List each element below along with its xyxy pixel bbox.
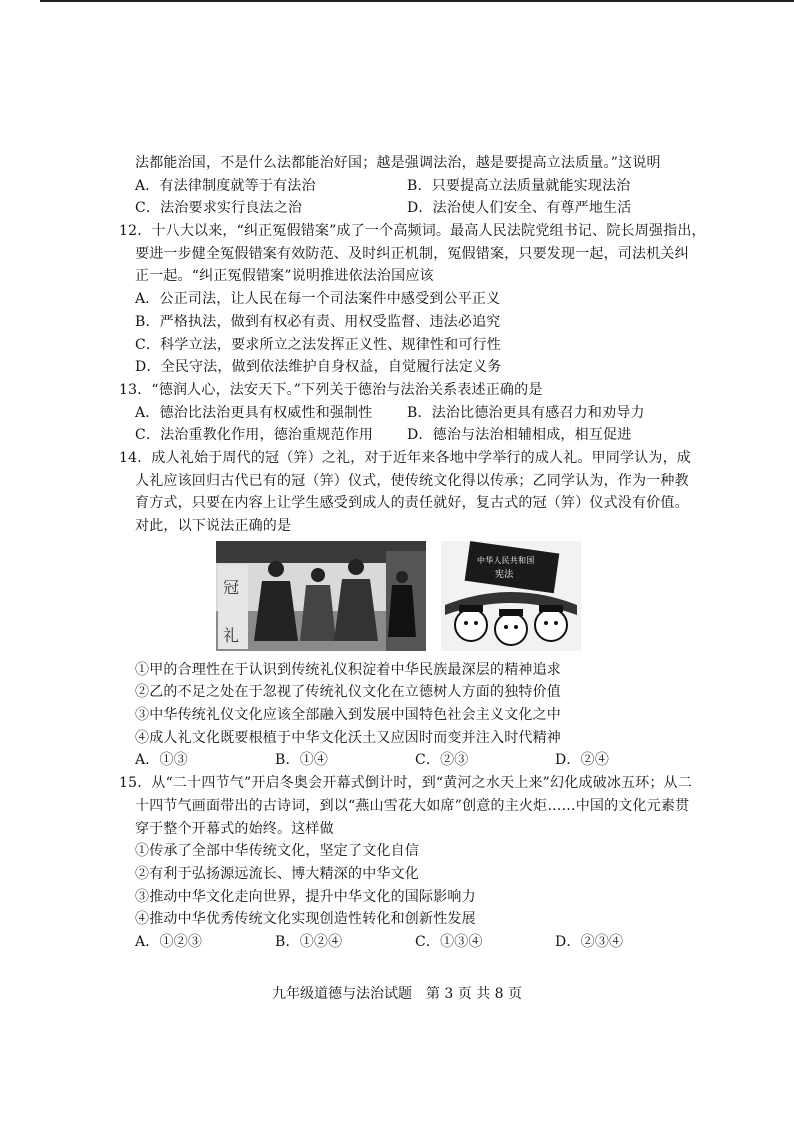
- q14-statement-4: ④成人礼文化既要根植于中华文化沃土又应因时而变并注入时代精神: [135, 729, 561, 746]
- q11-options-row-1: [119, 175, 679, 198]
- q15-statement-2: ②有利于弘扬源远流长、博大精深的中华文化: [135, 865, 419, 882]
- q11-option-c: C．法治要求实行良法之治: [135, 200, 303, 217]
- page-footer: 九年级道德与法治试题 第 3 页 共 8 页: [271, 986, 523, 1002]
- q15-option-d: D．②③④: [555, 933, 624, 950]
- fig2-banner-1: 中华人民共和国: [477, 555, 535, 565]
- q15-statement-4: ④推动中华优秀传统文化实现创造性转化和创新性发展: [135, 911, 476, 928]
- fig2-banner-2: 宪法: [495, 569, 514, 580]
- q12-stem-line: 要进一步健全冤假错案有效防范、及时纠正机制，冤假错案，只要发现一起，司法机关纠: [135, 245, 689, 262]
- q14-option-d: D．②④: [555, 752, 610, 769]
- q14-figures: [119, 541, 679, 653]
- q12-option-a: A．公正司法，让人民在每一个司法案件中感受到公平正义: [135, 291, 501, 308]
- q14-option-c: C．②③: [415, 752, 469, 769]
- q11-option-d: D．法治使人们安全、有尊严地生活: [407, 200, 632, 217]
- q11-option-a: A．有法律制度就等于有法治: [135, 177, 316, 194]
- q14-statement-2: ②乙的不足之处在于忽视了传统礼仪文化在立德树人方面的独特价值: [135, 684, 561, 701]
- q13-stem: 13．“德润人心，法安天下。”下列关于德治与法治关系表述正确的是: [119, 381, 543, 398]
- q15-statement-3: ③推动中华文化走向世界，提升中华文化的国际影响力: [135, 888, 476, 905]
- exam-page-body: [119, 152, 706, 954]
- q13-options-row-2: [119, 424, 679, 447]
- q13-options-row-1: [119, 402, 679, 425]
- q14-statement-3: ③中华传统礼仪文化应该全部融入到发展中国特色社会主义文化之中: [135, 707, 561, 724]
- q13-option-d: D．德治与法治相辅相成，相互促进: [407, 427, 632, 444]
- coming-of-age-ceremony-illustration: [216, 541, 426, 651]
- q12-option-d: D．全民守法，做到依法维护自身权益，自觉履行法定义务: [135, 359, 502, 376]
- q11-options-row-2: [119, 197, 679, 220]
- q15-stem-line: 15．从“二十四节气”开启冬奥会开幕式倒计时，到“黄河之水天上来”幻化成破冰五环；从二: [119, 775, 693, 792]
- q13-option-b: B．法治比德治更具有感召力和劝导力: [407, 404, 645, 421]
- constitution-cartoon-illustration: [441, 541, 581, 651]
- continued-text: 法都能治国，不是什么法都能治好国；越是强调法治，越是要提高立法质量。”这说明: [135, 155, 661, 171]
- q15-option-b: B．①②④: [275, 933, 343, 950]
- q13-option-c: C．法治重教化作用，德治重规范作用: [135, 427, 374, 444]
- q12-option-b: B．严格执法，做到有权必有责、用权受监督、违法必追究: [135, 313, 501, 330]
- q15-option-a: A．①②③: [135, 933, 203, 950]
- q14-options-row: [119, 749, 679, 772]
- q14-option-b: B．①④: [275, 752, 329, 769]
- q13-option-a: A．德治比法治更具有权威性和强制性: [135, 404, 373, 421]
- top-border-line: [40, 0, 794, 2]
- q12-option-c: C．科学立法，要求所立之法发挥正义性、规律性和可行性: [135, 336, 501, 353]
- q12-stem-line: 正一起。“纠正冤假错案”说明推进依法治国应该: [135, 268, 434, 285]
- q14-stem-line: 育方式，只要在内容上让学生感受到成人的责任就好，复古式的冠（笄）仪式没有价值。: [135, 495, 689, 512]
- q14-stem-line: 14．成人礼始于周代的冠（笄）之礼，对于近年来各地中学举行的成人礼。甲同学认为，成: [119, 449, 692, 466]
- q14-statement-1: ①甲的合理性在于认识到传统礼仪积淀着中华民族最深层的精神追求: [135, 661, 561, 678]
- q15-stem-line: 十四节气画面带出的古诗词，到以“燕山雪花大如席”创意的主火炬……中国的文化元素贯: [135, 797, 690, 814]
- q14-stem-line: 对此，以下说法正确的是: [135, 518, 292, 534]
- q14-stem-line: 人礼应该回归古代已有的冠（笄）仪式，使传统文化得以传承；乙同学认为，作为一种教: [135, 472, 689, 489]
- q12-stem-line: 12．十八大以来，“纠正冤假错案”成了一个高频词。最高人民法院党组书记、院长周强指出，: [119, 223, 706, 240]
- q15-stem-line: 穿于整个开幕式的始终。这样做: [135, 820, 334, 837]
- q11-option-b: B．只要提高立法质量就能实现法治: [407, 177, 631, 194]
- q14-option-a: A．①③: [135, 752, 188, 769]
- q15-options-row: [119, 931, 679, 954]
- q15-option-c: C．①③④: [415, 933, 483, 950]
- q15-statement-1: ①传承了全部中华传统文化，坚定了文化自信: [135, 843, 419, 860]
- fig1-caption-2: 礼: [223, 625, 240, 645]
- fig1-caption-1: 冠: [223, 577, 240, 597]
